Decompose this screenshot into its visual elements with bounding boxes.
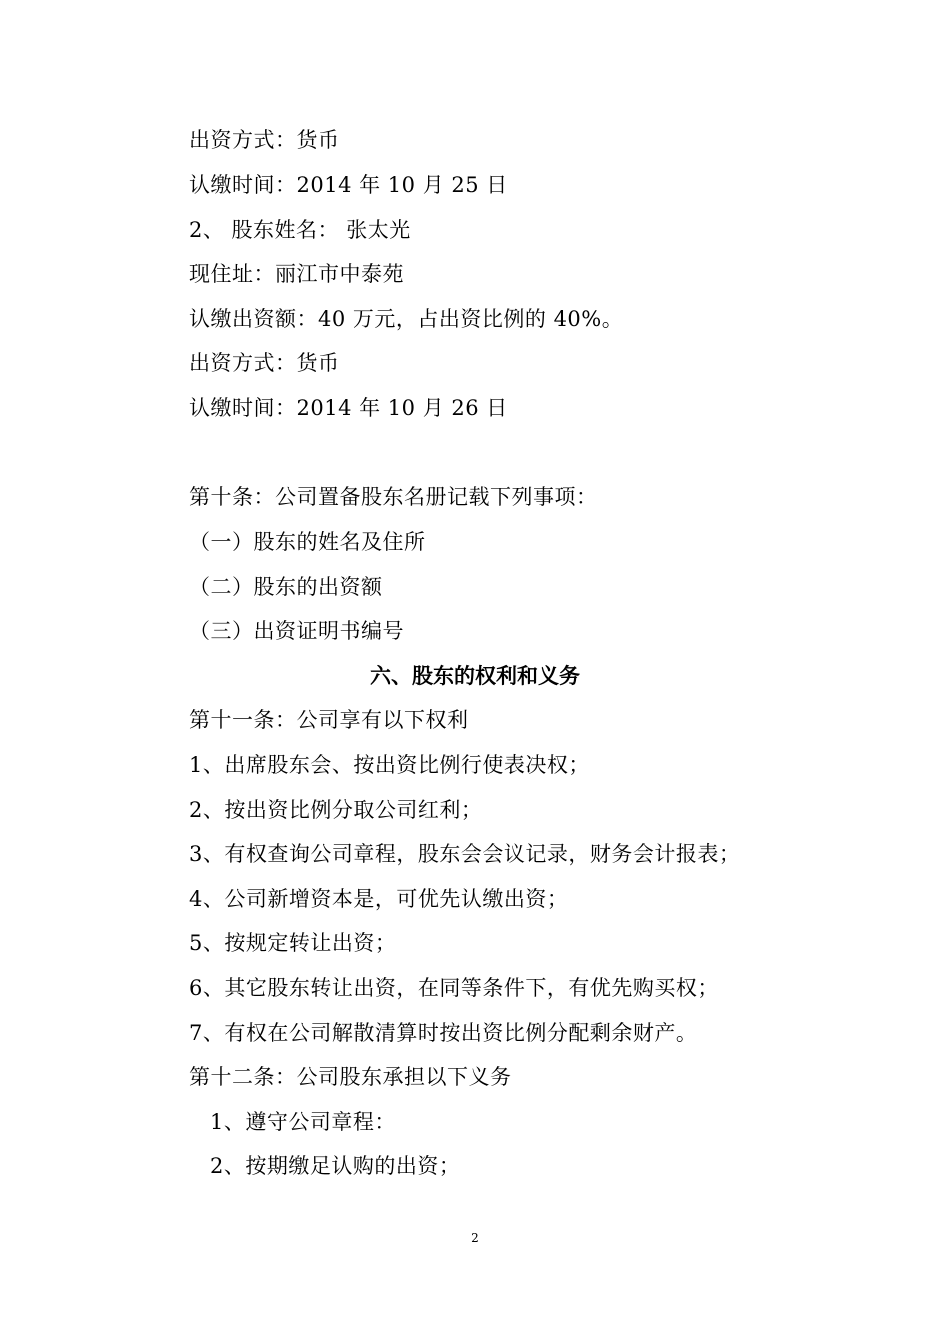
article-12-title: 第十二条：公司股东承担以下义务 <box>189 1065 512 1089</box>
article-12-item: 2、按期缴足认购的出资； <box>210 1154 461 1178</box>
article-11-item: 6、其它股东转让出资，在同等条件下，有优先购买权； <box>189 976 719 1000</box>
text-line: 出资方式：货币 <box>189 128 340 152</box>
article-11-item: 2、按出资比例分取公司红利； <box>189 798 483 822</box>
article-12-item: 1、遵守公司章程： <box>210 1110 396 1134</box>
text-line: 出资方式：货币 <box>189 351 340 375</box>
article-11-item: 3、有权查询公司章程，股东会会议记录，财务会计报表； <box>189 842 741 866</box>
text-line: 2、 股东姓名： 张太光 <box>189 218 411 242</box>
page-number: 2 <box>471 1231 479 1245</box>
section-heading: 六、股东的权利和义务 <box>370 663 580 688</box>
article-10-item: （二）股东的出资额 <box>189 575 383 599</box>
text-line: 现住址：丽江市中泰苑 <box>189 262 404 286</box>
article-11-item: 1、出席股东会、按出资比例行使表决权； <box>189 753 590 777</box>
text-line: 认缴出资额：40 万元，占出资比例的 40%。 <box>189 307 624 331</box>
article-11-item: 5、按规定转让出资； <box>189 931 397 955</box>
article-10-title: 第十条：公司置备股东名册记载下列事项： <box>189 485 598 509</box>
article-10-item: （三）出资证明书编号 <box>189 619 404 643</box>
article-11-item: 4、公司新增资本是，可优先认缴出资； <box>189 887 569 911</box>
text-line: 认缴时间：2014 年 10 月 25 日 <box>189 173 508 197</box>
article-11-title: 第十一条：公司享有以下权利 <box>189 708 469 732</box>
text-line: 认缴时间：2014 年 10 月 26 日 <box>189 396 508 420</box>
article-11-item: 7、有权在公司解散清算时按出资比例分配剩余财产。 <box>189 1021 698 1045</box>
article-10-item: （一）股东的姓名及住所 <box>189 530 426 554</box>
